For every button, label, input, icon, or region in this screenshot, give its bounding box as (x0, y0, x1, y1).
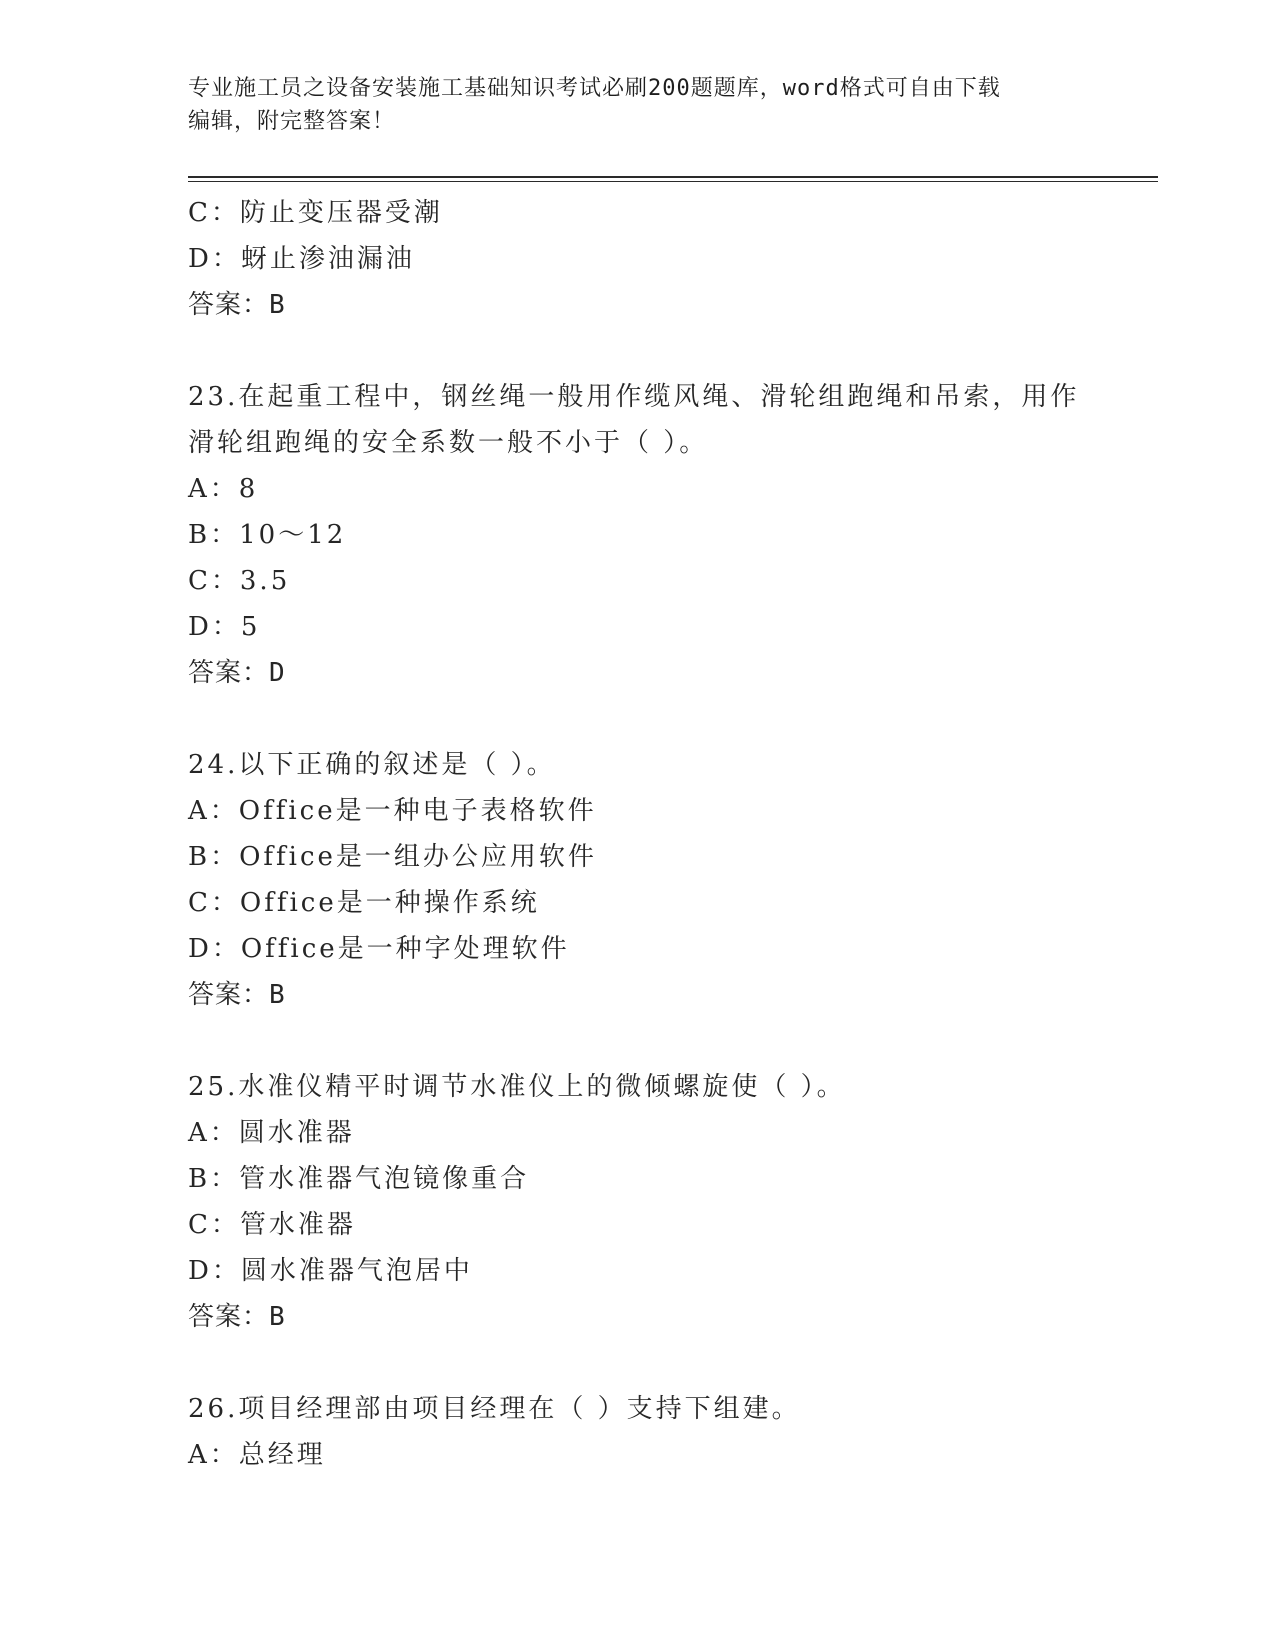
question-block-26 (188, 1386, 1168, 1478)
document-header (188, 72, 1088, 138)
option-b: B：管水准器气泡镜像重合 (188, 1164, 530, 1194)
option-b: B：Office是一组办公应用软件 (188, 842, 597, 872)
header-divider-thin (188, 181, 1158, 182)
question-block-22 (188, 190, 1168, 328)
question-block-23 (188, 374, 1168, 696)
question-text: 25.水准仪精平时调节水准仪上的微倾螺旋使（ ）。 (188, 1072, 846, 1102)
header-title-line-2: 编辑，附完整答案！ (188, 109, 396, 134)
question-text: 24.以下正确的叙述是（ ）。 (188, 750, 556, 780)
option-a: A：圆水准器 (188, 1118, 355, 1148)
question-text-line-1: 23.在起重工程中，钢丝绳一般用作缆风绳、滑轮组跑绳和吊索，用作 (188, 382, 1080, 412)
spacer (188, 328, 1168, 374)
question-list (188, 190, 1168, 1478)
option-a: A：Office是一种电子表格软件 (188, 796, 597, 826)
option-c: C：3.5 (188, 566, 291, 596)
header-title-line-1: 专业施工员之设备安装施工基础知识考试必刷200题题库，word格式可自由下载 (188, 76, 1001, 101)
option-a: A：总经理 (188, 1440, 326, 1470)
answer-line: 答案：B (188, 1302, 286, 1332)
question-text-line-2: 滑轮组跑绳的安全系数一般不小于（ ）。 (188, 428, 709, 458)
question-block-25 (188, 1064, 1168, 1340)
spacer (188, 696, 1168, 742)
spacer (188, 1018, 1168, 1064)
answer-line: 答案：B (188, 980, 286, 1010)
question-text: 26.项目经理部由项目经理在（ ）支持下组建。 (188, 1394, 801, 1424)
option-a: A：8 (188, 474, 259, 504)
option-b: B：10～12 (188, 520, 347, 550)
option-c: C：防止变压器受潮 (188, 198, 443, 228)
header-divider-thick (188, 176, 1158, 178)
answer-line: 答案：B (188, 290, 286, 320)
question-block-24 (188, 742, 1168, 1018)
option-c: C：Office是一种操作系统 (188, 888, 540, 918)
option-d: D：5 (188, 612, 261, 642)
option-d: D：蚜止渗油漏油 (188, 244, 415, 274)
option-d: D：Office是一种字处理软件 (188, 934, 570, 964)
answer-line: 答案：D (188, 658, 286, 688)
option-d: D：圆水准器气泡居中 (188, 1256, 473, 1286)
spacer (188, 1340, 1168, 1386)
option-c: C：管水准器 (188, 1210, 356, 1240)
